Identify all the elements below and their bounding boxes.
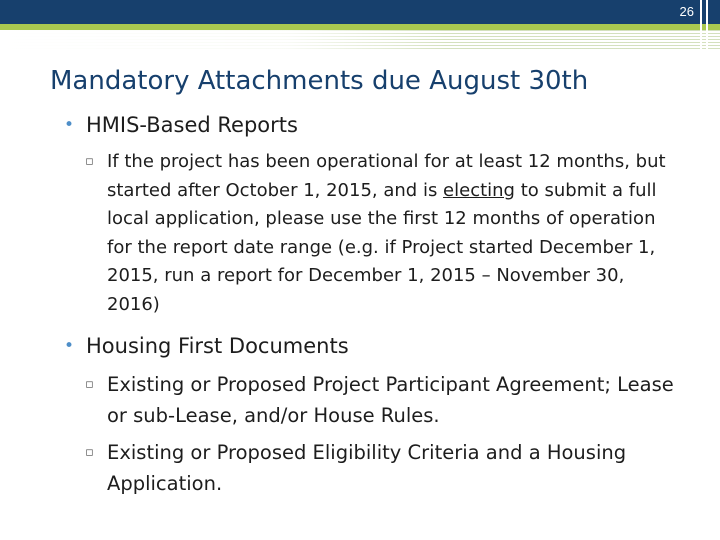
decorative-line xyxy=(700,0,702,50)
slide-number: 26 xyxy=(679,4,694,19)
heading-text: HMIS-Based Reports xyxy=(86,113,298,137)
decorative-line xyxy=(706,0,708,50)
sub-bullet-hmis xyxy=(56,148,667,319)
sub-bullet-text: Existing or Proposed Project Participant Agreement; Lease or sub-Lease, and/or House Rules. xyxy=(107,373,674,427)
bullet-square-icon: ▫ xyxy=(85,377,94,392)
sub-bullet-eligibility xyxy=(56,437,687,499)
bullet-heading-housing-first xyxy=(56,333,676,359)
bullet-square-icon: ▫ xyxy=(85,445,94,460)
bullet-dot-icon: • xyxy=(64,115,75,135)
bullet-heading-hmis xyxy=(56,112,676,138)
sub-bullet-text-end: to submit a full local application, please use the first 12 months of operation for the report date range (e.g. if Project started December 1, 2015, run a report for December 1, 2015 – November 30, 2016) xyxy=(107,179,657,315)
bullet-square-icon: ▫ xyxy=(85,154,94,169)
sub-bullet-text-start: If the project has been operational for at least 12 months, but started after October 1, 2015, and is xyxy=(107,151,666,201)
slide-title: Mandatory Attachments due August 30th xyxy=(50,66,589,96)
sub-bullet-participant-agreement xyxy=(56,369,687,431)
underlined-text: electing xyxy=(443,179,515,201)
sub-bullet-text: Existing or Proposed Eligibility Criteria and a Housing Application. xyxy=(107,441,627,495)
bullet-dot-icon: • xyxy=(64,336,75,356)
slide-content xyxy=(56,112,676,505)
stripes-fade xyxy=(0,30,720,50)
header-bar xyxy=(0,0,720,24)
heading-text: Housing First Documents xyxy=(86,334,349,358)
